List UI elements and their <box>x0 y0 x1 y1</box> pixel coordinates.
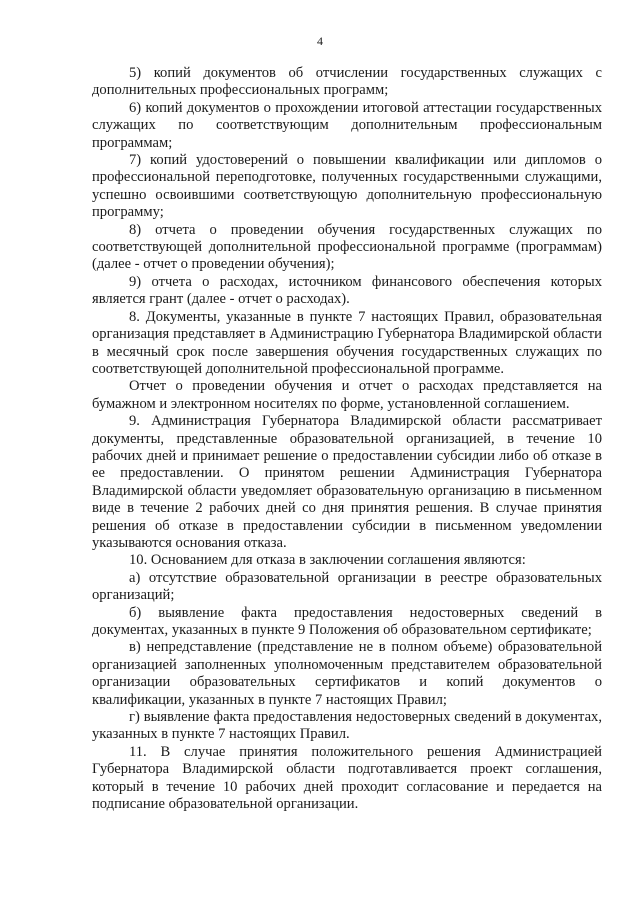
paragraph-item-6: 6) копий документов о прохождении итоговой аттестации государственных служащих по соответствующим дополнительным профессиональным программам; <box>92 99 602 151</box>
paragraph-clause-11: 11. В случае принятия положительного решения Администрацией Губернатора Владимирской области подготавливается проект соглашения, который в течение 10 рабочих дней проходит согласование и передается на подписание образовательной организации. <box>92 743 602 813</box>
paragraph-item-v: в) непредставление (представление не в полном объеме) образовательной организацией заполненных уполномоченным представителем образовательной организации образовательных сертификатов и копий документов о квалификации, указанных в пункте 7 настоящих Правил; <box>92 639 602 708</box>
page-number: 4 <box>317 34 323 48</box>
paragraph-item-9: 9) отчета о расходах, источником финансового обеспечения которых является грант (далее - отчет о расходах). <box>92 273 602 308</box>
paragraph-clause-9: 9. Администрация Губернатора Владимирской области рассматривает документы, представленные образовательной организацией, в течение 10 рабочих дней и принимает решение о предоставлении субсидии либо об отказе в ее предоставлении. О принятом решении Администрация Губернатора Владимирской области уведомляет образовательную организацию в письменном виде в течение 2 рабочих дней со дня принятия решения. В случае принятия решения об отказе в предоставлении субсидии в письменном уведомлении указываются основания отказа. <box>92 413 602 551</box>
paragraph-item-8: 8) отчета о проведении обучения государственных служащих по соответствующей дополнительной профессиональной программе (программам) (далее - отчет о проведении обучения); <box>92 221 602 273</box>
paragraph-report-form: Отчет о проведении обучения и отчет о расходах представляется на бумажном и электронном носителях по форме, установленной соглашением. <box>92 378 602 412</box>
document-body <box>92 65 602 813</box>
paragraph-item-7: 7) копий удостоверений о повышении квалификации или дипломов о профессиональной переподготовке, полученных государственными служащими, успешно освоившими соответствующую дополнительную профессиональную программу; <box>92 152 602 221</box>
paragraph-clause-10: 10. Основанием для отказа в заключении соглашения являются: <box>129 552 526 569</box>
paragraph-item-a: а) отсутствие образовательной организации в реестре образовательных организаций; <box>92 569 602 604</box>
paragraph-clause-8: 8. Документы, указанные в пункте 7 настоящих Правил, образовательная организация представляет в Администрацию Губернатора Владимирской области в месячный срок после завершения обучения государственных служащих по соответствующей дополнительной профессиональной программе. <box>92 308 602 377</box>
paragraph-item-b: б) выявление факта предоставления недостоверных сведений в документах, указанных в пункте 9 Положения об образовательном сертификате; <box>92 604 602 638</box>
paragraph-item-g: г) выявление факта предоставления недостоверных сведений в документах, указанных в пункте 7 настоящих Правил. <box>92 709 602 743</box>
paragraph-item-5: 5) копий документов об отчислении государственных служащих с дополнительных профессиональных программ; <box>92 65 602 99</box>
